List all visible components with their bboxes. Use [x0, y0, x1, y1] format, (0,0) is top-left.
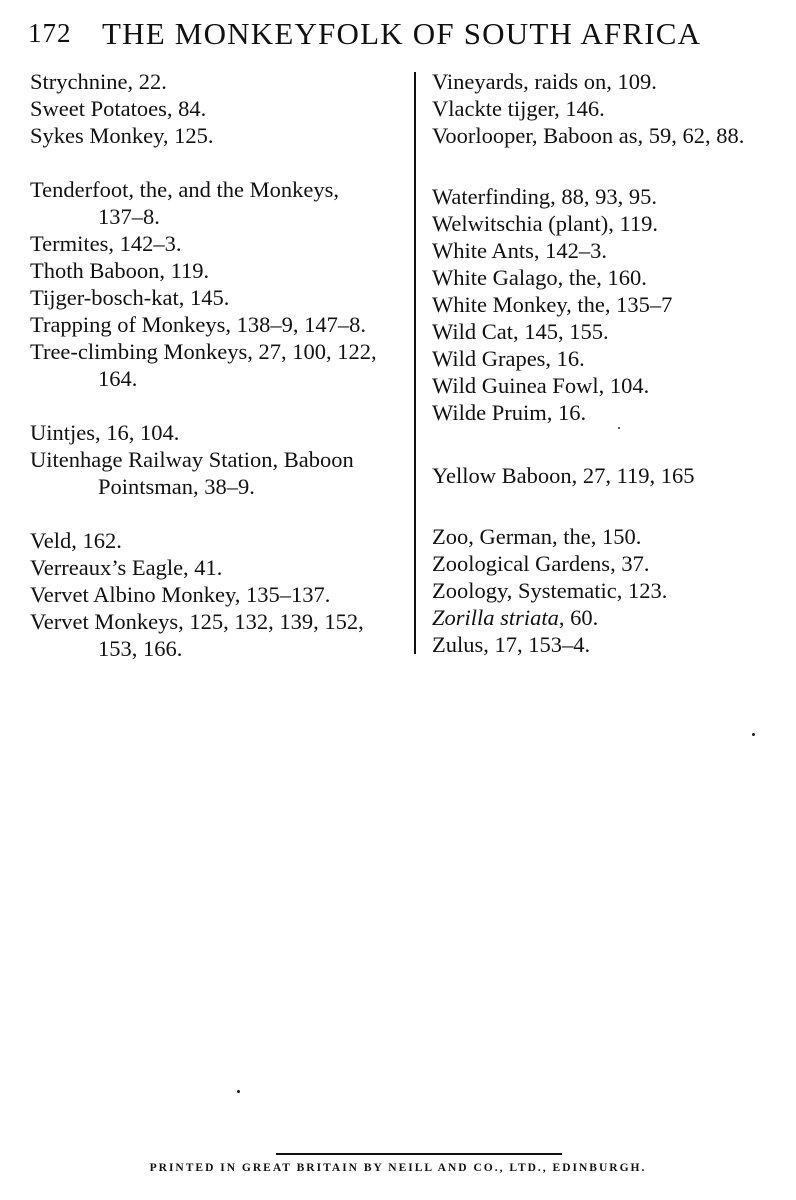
index-entry	[30, 68, 408, 95]
entry-text: Thoth Baboon, 119.	[30, 258, 210, 283]
page-number: 172	[28, 18, 72, 48]
index-entry	[432, 95, 782, 122]
entry-text: Sykes Monkey, 125.	[30, 123, 214, 148]
index-entry	[432, 372, 782, 399]
index-entry	[432, 523, 782, 550]
index-entry	[30, 284, 408, 311]
entry-continuation: 137–8.	[98, 204, 160, 229]
entry-text: Vlackte tijger, 146.	[432, 96, 605, 121]
entry-text: White Monkey, the, 135–7	[432, 292, 673, 317]
index-entry	[30, 311, 408, 338]
index-entry	[432, 68, 782, 95]
entry-text: Wild Guinea Fowl, 104.	[432, 373, 650, 398]
section-gap	[30, 500, 408, 527]
entry-text: Trapping of Monkeys, 138–9, 147–8.	[30, 312, 367, 337]
printer-imprint: PRINTED IN GREAT BRITAIN BY NEILL AND CO., LTD., EDINBURGH.	[149, 1162, 647, 1174]
section-gap	[432, 489, 782, 523]
print-speck	[618, 427, 620, 429]
entry-text: Waterfinding, 88, 93, 95.	[432, 184, 658, 209]
entry-text: Veld, 162.	[30, 528, 122, 553]
print-speck	[237, 1090, 240, 1093]
index-entry	[432, 631, 782, 658]
entry-continuation: 164.	[98, 366, 138, 391]
entry-text: Tree-climbing Monkeys, 27, 100, 122,	[30, 339, 377, 364]
index-entry	[432, 237, 782, 264]
index-entry	[30, 257, 408, 284]
index-entry	[432, 318, 782, 345]
section-gap	[432, 176, 782, 183]
entry-text: Voorlooper, Baboon as, 59, 62, 88.	[432, 123, 745, 148]
section-gap	[30, 149, 408, 176]
index-entry	[30, 176, 408, 230]
index-entry	[432, 577, 782, 604]
index-entry	[432, 462, 782, 489]
entry-text: Zoo, German, the, 150.	[432, 524, 642, 549]
index-entry	[30, 554, 408, 581]
entry-text: Termites, 142–3.	[30, 231, 182, 256]
index-entry	[30, 95, 408, 122]
index-entry	[30, 122, 408, 149]
entry-text: Verreaux’s Eagle, 41.	[30, 555, 223, 580]
index-entry	[30, 419, 408, 446]
index-entry	[432, 122, 782, 149]
entry-continuation: 153, 166.	[98, 636, 183, 661]
entry-continuation: Pointsman, 38–9.	[98, 474, 255, 499]
index-entry	[432, 291, 782, 318]
section-gap	[30, 392, 408, 419]
index-entry	[30, 446, 408, 500]
index-entry	[432, 345, 782, 372]
index-entry	[432, 604, 782, 631]
index-column-left	[30, 68, 408, 662]
entry-text: Welwitschia (plant), 119.	[432, 211, 659, 236]
entry-text: Yellow Baboon, 27, 119, 165	[432, 463, 695, 488]
entry-text: Vervet Albino Monkey, 135–137.	[30, 582, 331, 607]
entry-text: Uitenhage Railway Station, Baboon	[30, 447, 354, 472]
index-entry	[30, 581, 408, 608]
entry-text: Wild Grapes, 16.	[432, 346, 585, 371]
index-entry	[432, 550, 782, 577]
section-gap	[432, 426, 782, 462]
index-entry	[30, 527, 408, 554]
index-entry	[30, 338, 408, 392]
entry-text: Wild Cat, 145, 155.	[432, 319, 609, 344]
entry-text: , 60.	[558, 605, 599, 630]
print-speck	[752, 733, 755, 736]
entry-text: Strychnine, 22.	[30, 69, 167, 94]
entry-text: Vineyards, raids on, 109.	[432, 69, 657, 94]
entry-text: Zulus, 17, 153–4.	[432, 632, 591, 657]
entry-text: Uintjes, 16, 104.	[30, 420, 180, 445]
footer-rule	[276, 1153, 562, 1155]
entry-text: White Galago, the, 160.	[432, 265, 647, 290]
index-entry	[30, 608, 408, 662]
entry-text: Tijger-bosch-kat, 145.	[30, 285, 230, 310]
page-title: THE MONKEYFOLK OF SOUTH AFRICA	[102, 16, 702, 51]
entry-text: Zoology, Systematic, 123.	[432, 578, 668, 603]
column-divider	[414, 72, 416, 654]
entry-text: Vervet Monkeys, 125, 132, 139, 152,	[30, 609, 364, 634]
section-gap	[432, 149, 782, 176]
index-entry	[30, 230, 408, 257]
entry-text: Tenderfoot, the, and the Monkeys,	[30, 177, 339, 202]
index-entry	[432, 183, 782, 210]
entry-text: White Ants, 142–3.	[432, 238, 607, 263]
entry-italic-text: Zorilla striata	[432, 605, 559, 630]
index-entry	[432, 399, 782, 426]
entry-text: Sweet Potatoes, 84.	[30, 96, 207, 121]
index-entry	[432, 264, 782, 291]
entry-text: Zoological Gardens, 37.	[432, 551, 650, 576]
entry-text: Wilde Pruim, 16.	[432, 400, 587, 425]
index-entry	[432, 210, 782, 237]
running-header	[28, 12, 778, 52]
index-column-right	[432, 68, 782, 658]
